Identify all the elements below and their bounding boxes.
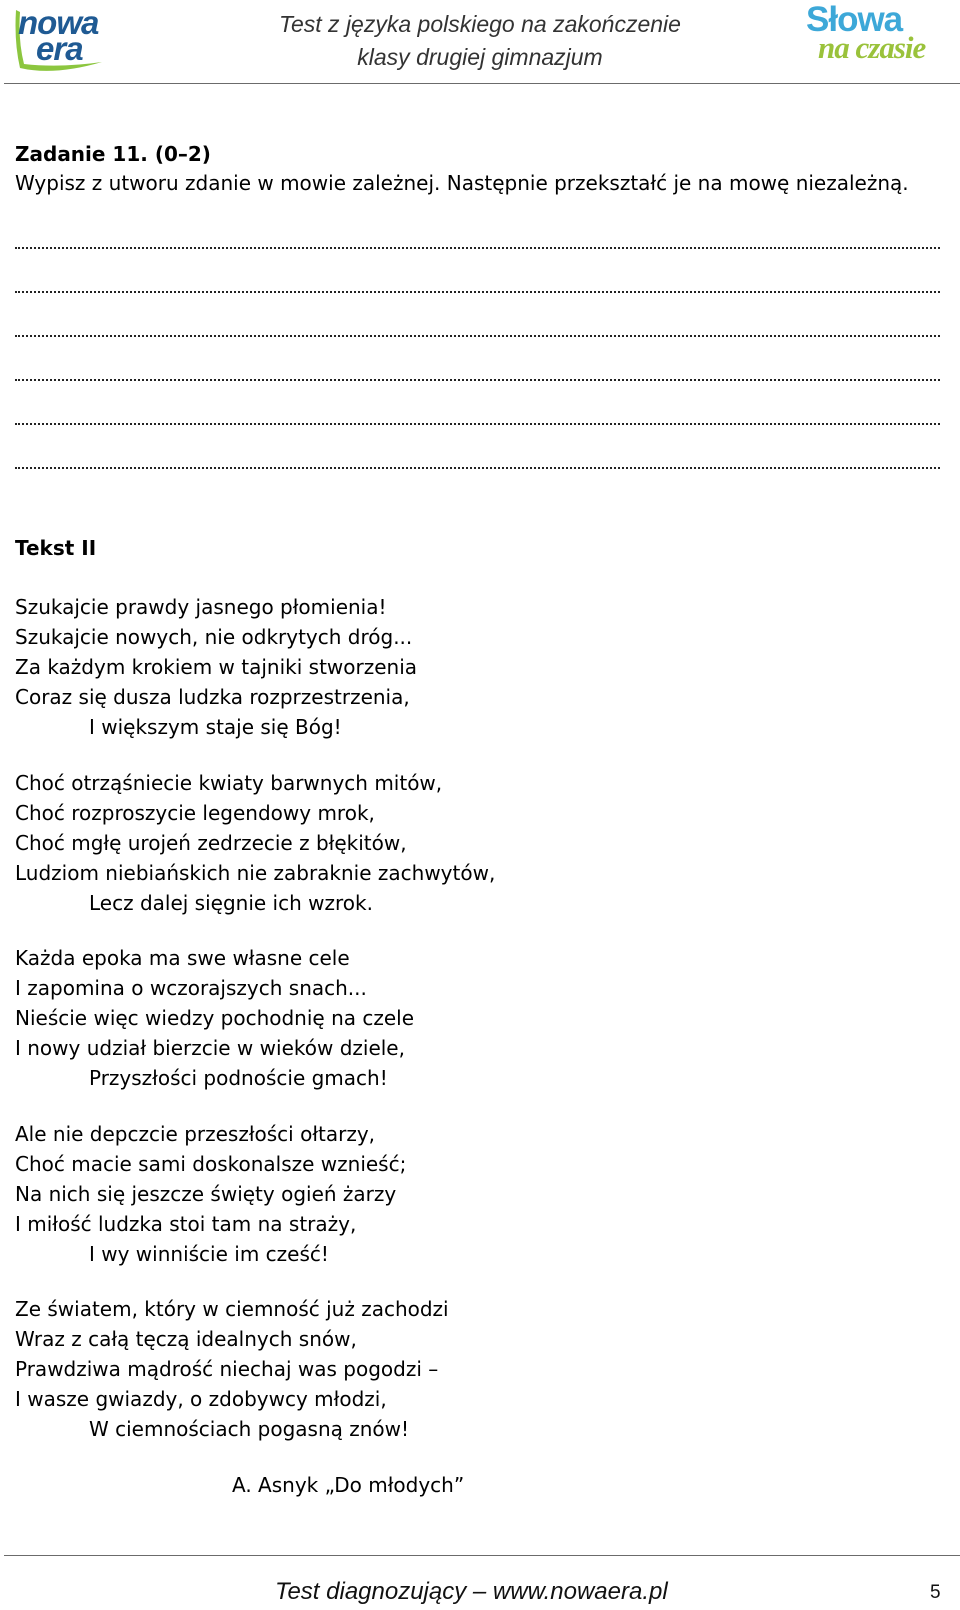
nowa-era-logo <box>14 6 106 72</box>
poem-line: Choć mgłę urojeń zedrzecie z błękitów, <box>15 831 407 855</box>
poem-line: Na nich się jeszcze święty ogień żarzy <box>15 1182 397 1206</box>
poem-line: I wasze gwiazdy, o zdobywcy młodzi, <box>15 1387 387 1411</box>
text-heading: Tekst II <box>15 536 97 560</box>
poem-stanza-3 <box>15 943 414 1093</box>
poem-line: I wy winniście im cześć! <box>89 1242 329 1266</box>
poem-stanza-4 <box>15 1119 406 1269</box>
answer-line[interactable] <box>15 247 940 249</box>
footer-text: Test diagnozujący – www.nowaera.pl <box>275 1578 668 1605</box>
poem-line: Wraz z całą tęczą idealnych snów, <box>15 1327 357 1351</box>
poem-line: Prawdziwa mądrość niechaj was pogodzi – <box>15 1357 439 1381</box>
poem-line: Szukajcie prawdy jasnego płomienia! <box>15 595 387 619</box>
poem-line: Za każdym krokiem w tajniki stworzenia <box>15 655 418 679</box>
poem-stanza-1 <box>15 592 417 742</box>
page-number: 5 <box>930 1582 941 1603</box>
poem-line: Nieście więc wiedzy pochodnię na czele <box>15 1006 415 1030</box>
poem-stanza-2 <box>15 768 495 918</box>
nowa-era-logo-line2: era <box>36 30 83 67</box>
poem-line: Choć rozproszycie legendowy mrok, <box>15 801 375 825</box>
answer-line[interactable] <box>15 335 940 337</box>
poem-author-signature: A. Asnyk „Do młodych” <box>232 1473 465 1497</box>
poem-line: Choć macie sami doskonalsze wznieść; <box>15 1152 407 1176</box>
document-title <box>240 8 720 74</box>
document-title-line2: klasy drugiej gimnazjum <box>357 44 603 70</box>
slowa-logo-line1: Słowa <box>806 0 903 39</box>
answer-line[interactable] <box>15 291 940 293</box>
poem-line: I zapomina o wczorajszych snach... <box>15 976 367 1000</box>
task-title: Zadanie 11. (0–2) <box>15 142 211 166</box>
poem-line: I nowy udział bierzcie w wieków dziele, <box>15 1036 405 1060</box>
poem-line: Lecz dalej sięgnie ich wzrok. <box>89 891 373 915</box>
document-title-line1: Test z języka polskiego na zakończenie <box>279 11 681 37</box>
slowa-logo-line2: na czasie <box>818 30 926 65</box>
answer-line[interactable] <box>15 423 940 425</box>
poem-line: I miłość ludzka stoi tam na straży, <box>15 1212 357 1236</box>
poem-line: Przyszłości podnoście gmach! <box>89 1066 388 1090</box>
poem-stanza-5 <box>15 1294 449 1444</box>
poem-line: W ciemnościach pogasną znów! <box>89 1417 410 1441</box>
poem-line: Ale nie depczcie przeszłości ołtarzy, <box>15 1122 376 1146</box>
footer-divider <box>4 1555 960 1556</box>
poem-line: Ludziom niebiańskich nie zabraknie zachwytów, <box>15 861 496 885</box>
poem-line: Każda epoka ma swe własne cele <box>15 946 350 970</box>
poem-line: Ze światem, który w ciemność już zachodzi <box>15 1297 449 1321</box>
header-divider <box>4 83 960 84</box>
answer-line[interactable] <box>15 467 940 469</box>
task-instruction: Wypisz z utworu zdanie w mowie zależnej. Następnie przekształć je na mowę niezależną. <box>15 171 909 195</box>
poem-line: I większym staje się Bóg! <box>89 715 342 739</box>
poem-line: Choć otrząśniecie kwiaty barwnych mitów, <box>15 771 443 795</box>
poem-line: Coraz się dusza ludzka rozprzestrzenia, <box>15 685 410 709</box>
nowa-era-logo-line1: nowa <box>18 4 99 41</box>
slowa-na-czasie-logo <box>806 2 946 72</box>
answer-line[interactable] <box>15 379 940 381</box>
poem-line: Szukajcie nowych, nie odkrytych dróg... <box>15 625 413 649</box>
